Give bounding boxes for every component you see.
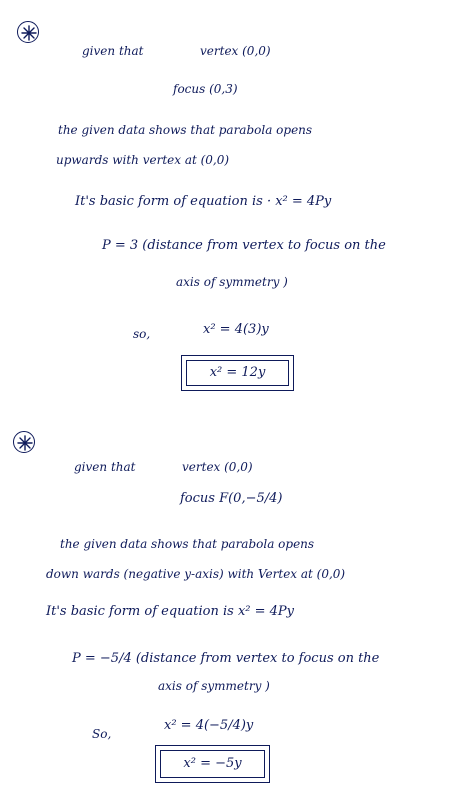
asterisk-circle-icon	[13, 431, 35, 453]
so-label: so,	[133, 327, 151, 341]
basic-form-text: It's basic form of equation is · x² = 4Py	[75, 194, 332, 209]
answer-box	[181, 355, 294, 391]
given-label: given that	[74, 460, 136, 474]
vertex-text: vertex (0,0)	[182, 460, 253, 474]
description-line-2: down wards (negative y-axis) with Vertex at (0,0)	[46, 567, 346, 581]
p-value-line-1: P = 3 (distance from vertex to focus on the	[102, 238, 386, 253]
p-value-line-2: axis of symmetry )	[176, 275, 288, 289]
focus-text: focus (0,3)	[173, 82, 238, 96]
equation-step: x² = 4(3)y	[203, 322, 269, 337]
description-line-1: the given data shows that parabola opens	[60, 537, 315, 551]
basic-form-text: It's basic form of equation is x² = 4Py	[46, 604, 295, 619]
description-line-1: the given data shows that parabola opens	[58, 123, 313, 137]
asterisk-circle-icon	[17, 21, 39, 43]
given-label: given that	[82, 44, 144, 58]
focus-text: focus F(0,−5/4)	[180, 491, 283, 506]
so-label: So,	[92, 727, 112, 741]
p-value-line-2: axis of symmetry )	[158, 679, 270, 693]
answer-text: x² = −5y	[183, 756, 242, 771]
equation-step: x² = 4(−5/4)y	[164, 718, 254, 733]
description-line-2: upwards with vertex at (0,0)	[56, 153, 230, 167]
answer-box	[155, 745, 270, 783]
answer-text: x² = 12y	[209, 365, 266, 380]
vertex-text: vertex (0,0)	[200, 44, 271, 58]
p-value-line-1: P = −5/4 (distance from vertex to focus on the	[72, 651, 380, 666]
